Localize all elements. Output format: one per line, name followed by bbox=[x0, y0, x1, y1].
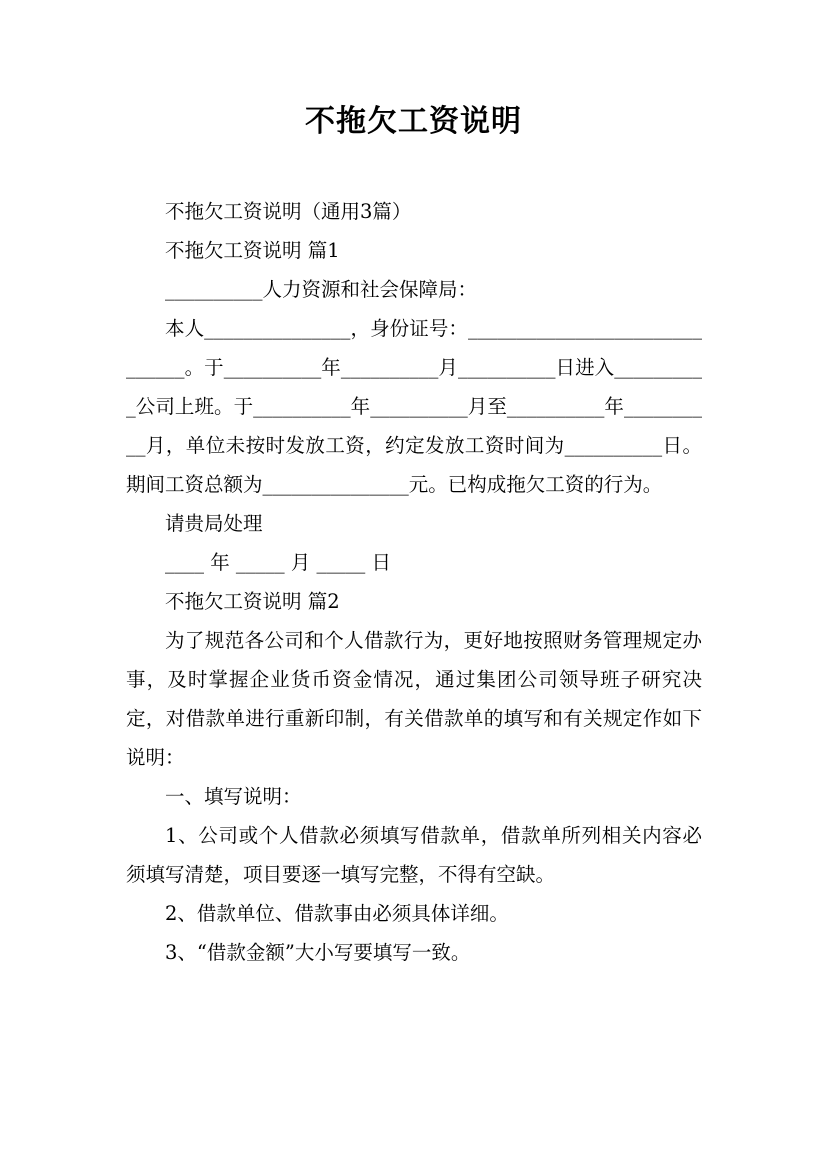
paragraph-addressee: __________人力资源和社会保障局： bbox=[165, 278, 478, 301]
paragraph-date-line: ____ 年 _____ 月 _____ 日 bbox=[165, 551, 391, 574]
paragraph-section-2-heading: 不拖欠工资说明 篇2 bbox=[165, 590, 340, 613]
paragraph-rule-2: 2、借款单位、借款事由必须具体详细。 bbox=[165, 902, 509, 925]
document-title: 不拖欠工资说明 bbox=[305, 104, 522, 139]
paragraph-statement: 本人_______________，身份证号：______________________________。于__________年__________月__________日进入__________公司上班。于__________年__________月至__________年__________月，单位未按时发放工资，约定发放工资时间为__________日。期间工资总额为_______________元。已构成拖欠工资的行为。 bbox=[126, 317, 702, 496]
paragraph-subtitle: 不拖欠工资说明（通用3篇） bbox=[165, 200, 412, 223]
document-body bbox=[126, 192, 702, 972]
paragraph-loan-intro: 为了规范各公司和个人借款行为，更好地按照财务管理规定办事，及时掌握企业货币资金情况，通过集团公司领导班子研究决定，对借款单进行重新印制，有关借款单的填写和有关规定作如下说明： bbox=[126, 629, 702, 769]
paragraph-rule-1: 1、公司或个人借款必须填写借款单，借款单所列相关内容必须填写清楚，项目要逐一填写完整，不得有空缺。 bbox=[126, 824, 702, 886]
paragraph-request: 请贵局处理 bbox=[165, 512, 263, 535]
paragraph-rule-3: 3、“借款金额”大小写要填写一致。 bbox=[165, 941, 471, 964]
paragraph-fill-instructions-heading: 一、填写说明： bbox=[165, 785, 302, 808]
paragraph-section-1-heading: 不拖欠工资说明 篇1 bbox=[165, 239, 340, 262]
